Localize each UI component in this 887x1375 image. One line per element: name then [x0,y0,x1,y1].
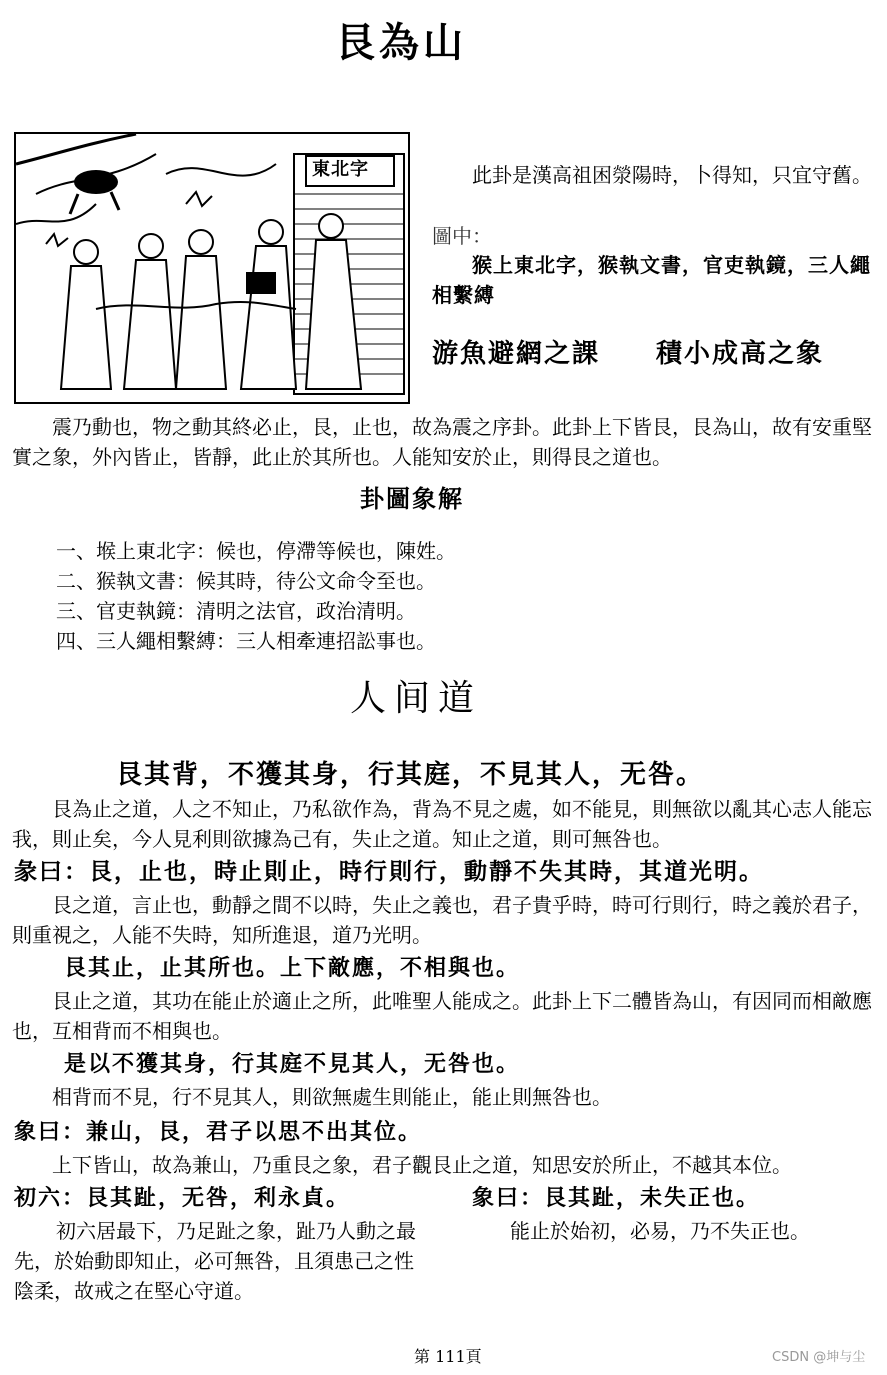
lesson-label: 游魚避網之課 [432,339,601,369]
picture-label: 圖中： [432,224,492,248]
picture-description: 猴上東北字，猴執文書，官吏執鏡，三人繩相繫縛 [432,253,871,307]
paragraph-1: 艮為止之道，人之不知止，乃私欲作為，背為不見之處，如不能見，則無欲以亂其心志人能忘我，則止矣，今人見利則欲據為己有，失止之道。知止之道，則可無咎也。 [12,797,872,851]
watermark: CSDN @坤与尘 [772,1350,866,1365]
symbol-label: 積小成高之象 [656,339,825,369]
intro-text: 此卦是漢高祖困滎陽時，卜得知，只宜守舊。 [472,163,872,187]
diagram-item: 三、官吏執鏡：清明之法官，政治清明。 [56,599,416,623]
paragraph-6-right: 能止於始初，必易，乃不失正也。 [510,1219,810,1243]
verse-3: 艮其止，止其所也。上下敵應，不相與也。 [64,955,521,981]
paragraph-6-left-line: 先，於始動即知止，必可無咎，且須患己之性 [14,1249,414,1273]
paragraph-6-left-line: 初六居最下，乃足趾之象，趾乃人動之最 [56,1219,416,1243]
verse-1: 艮其背，不獲其身，行其庭，不見其人，无咎。 [116,760,705,790]
summary-paragraph: 震乃動也，物之動其終必止，艮，止也，故為震之序卦。此卦上下皆艮，艮為山，故有安重堅實之象，外內皆止，皆靜，此止於其所也。人能知安於止，則得艮之道也。 [12,415,872,469]
diagram-item: 一、堠上東北字：候也，停滯等候也，陳姓。 [56,539,456,563]
diagram-item: 二、猴執文書：候其時，待公文命令至也。 [56,569,436,593]
paragraph-5: 上下皆山，故為兼山，乃重艮之象，君子觀艮止之道，知思安於所止，不越其本位。 [52,1153,792,1177]
verse-6-right: 象曰：艮其趾，未失正也。 [472,1185,761,1211]
verse-4: 是以不獲其身，行其庭不見其人，无咎也。 [64,1051,521,1077]
page-number: 第 111頁 [414,1347,482,1366]
verse-2: 彖曰：艮，止也，時止則止，時行則行，動靜不失其時，其道光明。 [14,858,764,885]
woodblock-illustration [14,132,410,404]
diagram-heading: 卦圖象解 [360,484,464,513]
section-heading: 人间道 [350,678,483,719]
paragraph-2: 艮之道，言止也，動靜之間不以時，失止之義也，君子貴乎時，時可行則行，時之義於君子，則重視之，人能不失時，知所進退，道乃光明。 [12,893,872,947]
paragraph-3: 艮止之道，其功在能止於適止之所，此唯聖人能成之。此卦上下二體皆為山，有因同而相敵應也，互相背而不相與也。 [12,989,872,1043]
illustration-sign-text: 東北字 [312,159,369,180]
verse-6-left: 初六：艮其趾，无咎，利永貞。 [14,1185,351,1211]
paragraph-4: 相背而不見，行不見其人，則欲無處生則能止，能止則無咎也。 [52,1085,612,1109]
verse-5: 象曰：兼山，艮，君子以思不出其位。 [14,1119,423,1145]
page-title: 艮為山 [335,19,467,66]
diagram-item: 四、三人繩相繫縛：三人相牽連招訟事也。 [56,629,436,653]
paragraph-6-left-line: 陰柔，故戒之在堅心守道。 [14,1279,254,1303]
